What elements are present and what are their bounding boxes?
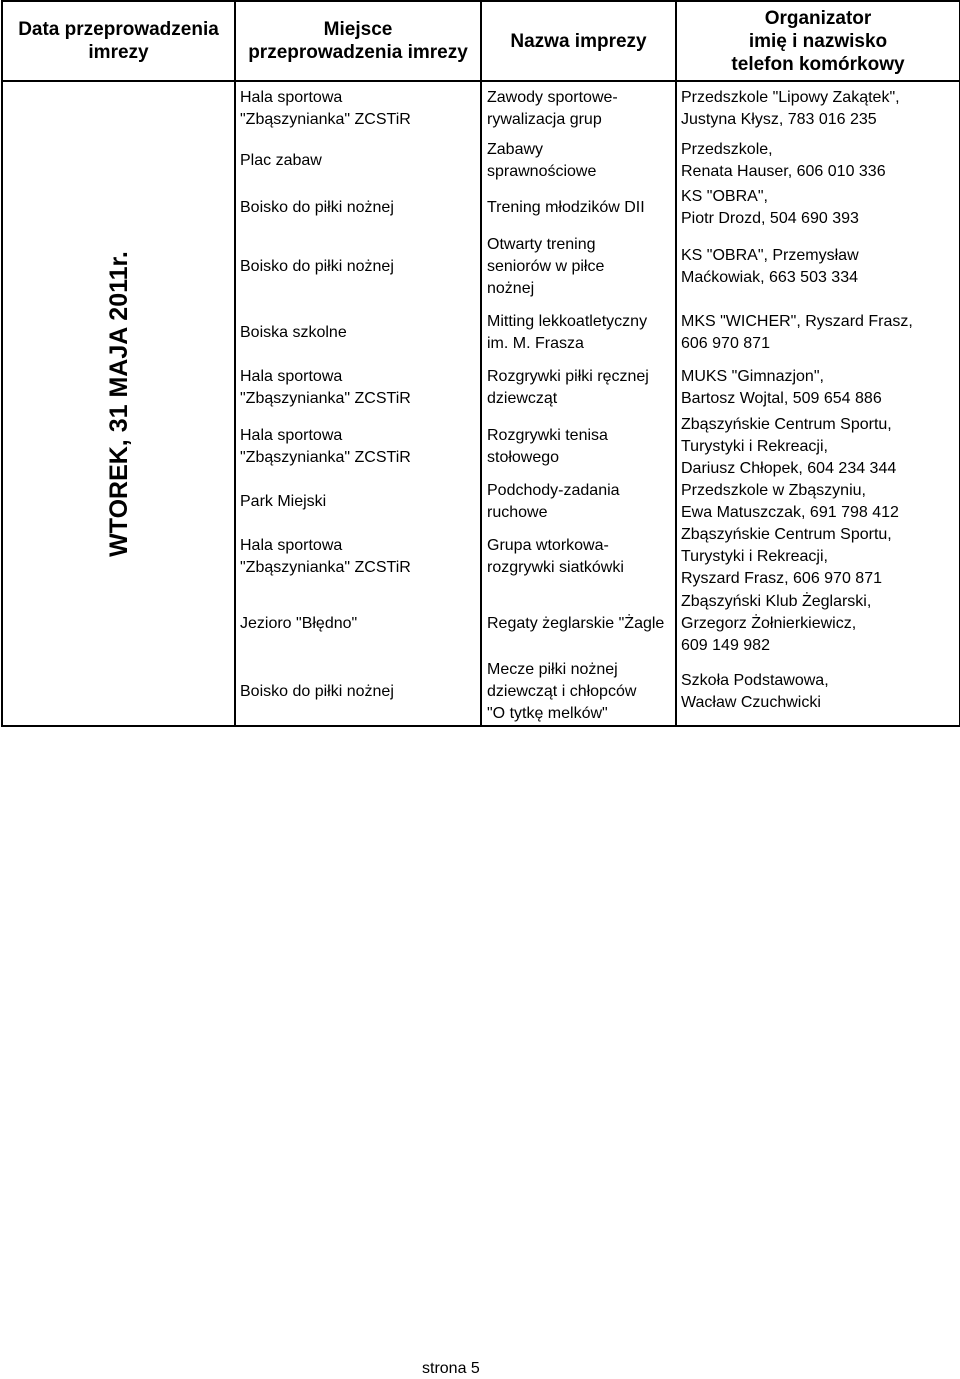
place-cell: Hala sportowa "Zbąszynianka" ZCSTiR bbox=[235, 524, 481, 590]
organizer-cell: Przedszkole, Renata Hauser, 606 010 336 bbox=[676, 136, 960, 186]
organizer-cell: Zbąszyńskie Centrum Sportu, Turystyki i Rekreacji, Ryszard Frasz, 606 970 871 bbox=[676, 524, 960, 590]
event-cell: Grupa wtorkowa- rozgrywki siatkówki bbox=[481, 524, 676, 590]
place-cell: Jezioro "Błędno" bbox=[235, 590, 481, 658]
event-cell: Regaty żeglarskie "Żagle bbox=[481, 590, 676, 658]
place-cell: Boiska szkolne bbox=[235, 304, 481, 362]
place-cell: Hala sportowa "Zbąszynianka" ZCSTiR bbox=[235, 362, 481, 414]
event-cell: Mecze piłki nożnej dziewcząt i chłopców "O tytkę melków" bbox=[481, 658, 676, 726]
schedule-table bbox=[1, 0, 960, 727]
event-cell: Podchody-zadania ruchowe bbox=[481, 480, 676, 524]
header-event: Nazwa imprezy bbox=[481, 1, 676, 81]
header-row bbox=[2, 1, 960, 81]
event-cell: Rozgrywki piłki ręcznej dziewcząt bbox=[481, 362, 676, 414]
organizer-cell: MUKS "Gimnazjon", Bartosz Wojtal, 509 654 886 bbox=[676, 362, 960, 414]
place-cell: Hala sportowa "Zbąszynianka" ZCSTiR bbox=[235, 81, 481, 136]
organizer-cell: Zbąszyńskie Centrum Sportu, Turystyki i Rekreacji, Dariusz Chłopek, 604 234 344 bbox=[676, 414, 960, 480]
organizer-cell: Zbąszyński Klub Żeglarski, Grzegorz Żołnierkiewicz, 609 149 982 bbox=[676, 590, 960, 658]
place-cell: Park Miejski bbox=[235, 480, 481, 524]
event-cell: Otwarty trening seniorów w piłce nożnej bbox=[481, 230, 676, 304]
place-cell: Boisko do piłki nożnej bbox=[235, 658, 481, 726]
organizer-cell: KS "OBRA", Przemysław Maćkowiak, 663 503 334 bbox=[676, 230, 960, 304]
header-date: Data przeprowadzenia imrezy bbox=[2, 1, 235, 81]
organizer-cell: KS "OBRA", Piotr Drozd, 504 690 393 bbox=[676, 186, 960, 230]
date-label: WTOREK, 31 MAJA 2011r. bbox=[104, 250, 133, 557]
place-cell: Boisko do piłki nożnej bbox=[235, 230, 481, 304]
event-cell: Zabawy sprawnościowe bbox=[481, 136, 676, 186]
organizer-cell: Przedszkole "Lipowy Zakątek", Justyna Kłysz, 783 016 235 bbox=[676, 81, 960, 136]
organizer-cell: Szkoła Podstawowa, Wacław Czuchwicki bbox=[676, 658, 960, 726]
place-cell: Hala sportowa "Zbąszynianka" ZCSTiR bbox=[235, 414, 481, 480]
event-cell: Mitting lekkoatletyczny im. M. Frasza bbox=[481, 304, 676, 362]
event-cell: Trening młodzików DII bbox=[481, 186, 676, 230]
header-organizer: Organizator imię i nazwisko telefon komórkowy bbox=[676, 1, 960, 81]
header-place: Miejsce przeprowadzenia imrezy bbox=[235, 1, 481, 81]
event-cell: Zawody sportowe- rywalizacja grup bbox=[481, 81, 676, 136]
event-cell: Rozgrywki tenisa stołowego bbox=[481, 414, 676, 480]
place-cell: Boisko do piłki nożnej bbox=[235, 186, 481, 230]
date-cell bbox=[2, 81, 235, 726]
page-number: strona 5 bbox=[422, 1360, 480, 1377]
table-row bbox=[2, 81, 960, 136]
organizer-cell: MKS "WICHER", Ryszard Frasz, 606 970 871 bbox=[676, 304, 960, 362]
organizer-cell: Przedszkole w Zbąszyniu, Ewa Matuszczak, 691 798 412 bbox=[676, 480, 960, 524]
place-cell: Plac zabaw bbox=[235, 136, 481, 186]
